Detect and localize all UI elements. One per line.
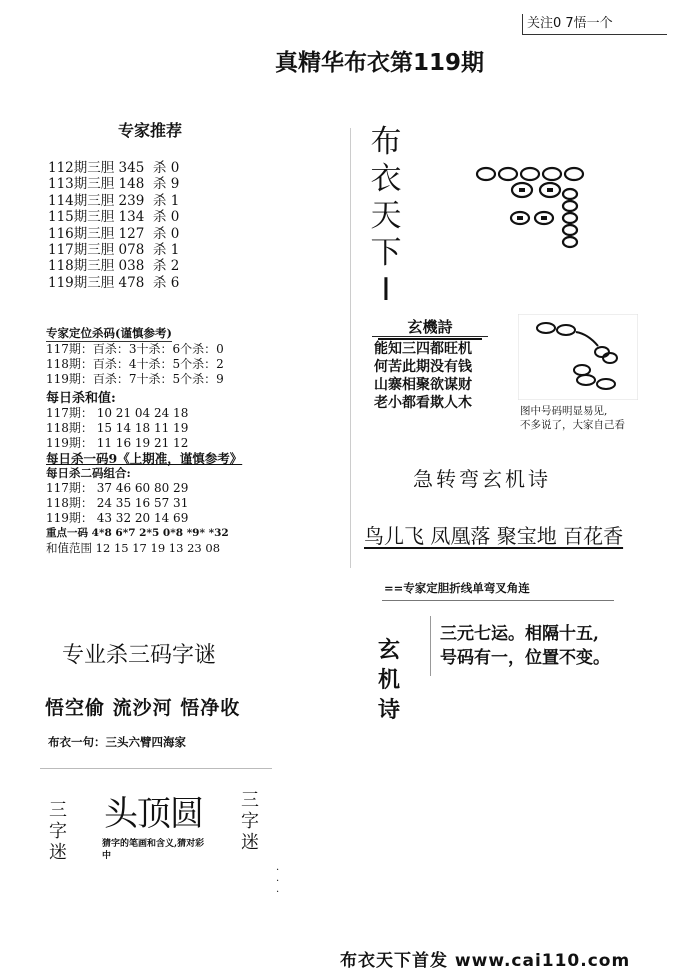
poem-line: 老小都看欺人木 [374, 395, 472, 411]
list-item: 119期三胆 478 杀 6 [48, 274, 180, 291]
list-item: 115期三胆 134 杀 0 [48, 209, 180, 226]
vertical-char: 玄 [377, 638, 400, 663]
pro-kill-heading: 专业杀三码字谜 [62, 643, 217, 668]
divider [430, 616, 431, 676]
poem-line: 山寨相聚欲谋财 [374, 377, 472, 393]
coin-picture-1 [470, 160, 600, 260]
list-item: 118期： 15 14 18 11 19 [46, 421, 189, 435]
expert-recommend-heading: 专家推荐 [118, 121, 183, 140]
note-line: 图中号码明显易见, [520, 405, 608, 417]
buyi-tianxia-vertical [368, 124, 404, 309]
list-item: 119期：百杀：7十杀：5个杀：9 [46, 372, 224, 386]
poem-line: 何苦此期没有钱 [374, 359, 472, 375]
list-item: 118期：百杀：4十杀：5个杀：2 [46, 357, 224, 371]
vertical-char: 三 [49, 800, 67, 821]
list-item: 117期：百杀：3十杀：6个杀：0 [46, 342, 224, 356]
riddle-three: 悟空偷 流沙河 悟净收 [45, 697, 241, 719]
coin-picture-2 [518, 314, 638, 400]
vertical-char: 下 [370, 235, 402, 271]
vertical-char: 诗 [377, 698, 400, 723]
xuanji-poem-heading: 玄機詩 [378, 316, 482, 340]
sum-range: 和值范围 12 15 17 19 13 23 08 [46, 541, 221, 555]
vertical-char: 迷 [49, 842, 67, 863]
decorative-dots: . . . [276, 862, 286, 895]
list-item: 113期三胆 148 杀 9 [48, 176, 180, 193]
list-item: 119期： 43 32 20 14 69 [46, 511, 189, 525]
expert-recommend-list [48, 160, 179, 291]
xuanji-vertical [376, 636, 402, 726]
vertical-char: 衣 [370, 161, 402, 197]
daily-sum-kill-heading: 每日杀和值: [46, 391, 116, 406]
vertical-char: 字 [241, 811, 259, 832]
vertical-char: 布 [370, 124, 402, 160]
list-item: 118期： 24 35 16 57 31 [46, 496, 189, 510]
text-line: 号码有一，位置不变。 [440, 648, 610, 668]
daily-kill-two-heading: 每日杀二码组合: [46, 466, 131, 480]
list-item: 117期三胆 078 杀 1 [48, 242, 180, 259]
picture-note [520, 404, 625, 432]
xuanji-text [440, 622, 610, 670]
list-item: 117期： 10 21 04 24 18 [46, 406, 189, 420]
buyi-sentence: 布衣一句：三头六臂四海家 [48, 735, 186, 749]
list-item: 119期： 11 16 19 21 12 [46, 436, 189, 450]
urgent-poem-heading: 急转弯玄机诗 [413, 467, 551, 491]
xuanji-poem [374, 340, 472, 412]
riddle-left-vertical [48, 800, 68, 863]
top-note: 关注0 7悟一个 [522, 14, 667, 35]
vertical-char: 字 [49, 821, 67, 842]
poem-line: 能知三四都旺机 [374, 341, 472, 357]
vertical-char: 迷 [241, 832, 259, 853]
key-code: 重点一码 4*8 6*7 2*5 0*8 *9* *32 [46, 527, 229, 539]
daily-kill-one: 每日杀一码9《上期准，谨慎参考》 [46, 451, 243, 466]
vertical-char: I [381, 272, 391, 308]
column-divider [350, 128, 351, 568]
bird-line: 鸟儿飞 凤凰落 聚宝地 百花香 [364, 524, 624, 548]
text-line: 三元七运。相隔十五, [440, 624, 599, 644]
list-item: 112期三胆 345 杀 0 [48, 160, 180, 176]
riddle-right-vertical [240, 790, 260, 853]
footer-site: 布衣天下首发 www.cai110.com [340, 951, 631, 971]
divider [382, 600, 614, 601]
vertical-char: 天 [370, 198, 402, 234]
list-item: 118期三胆 038 杀 2 [48, 258, 180, 275]
list-item: 114期三胆 239 杀 1 [48, 192, 180, 209]
expert-line: ==专家定胆折线单弯叉角连 [384, 581, 530, 595]
vertical-char: 三 [241, 790, 259, 811]
riddle-small-note: 猜字的笔画和含义,猜对彩中 [102, 839, 205, 861]
note-line: 不多说了，大家自己看 [520, 419, 625, 431]
divider [40, 768, 272, 769]
page-title: 真精华布衣第119期 [275, 50, 485, 76]
list-item: 117期： 37 46 60 80 29 [46, 481, 189, 495]
position-kill-heading: 专家定位杀码(谨慎参考) [46, 326, 172, 340]
riddle-box [40, 768, 286, 895]
list-item: 116期三胆 127 杀 0 [48, 225, 180, 242]
riddle-big-text: 头顶圆 [104, 794, 203, 834]
statistics-block [46, 326, 286, 556]
vertical-char: 机 [377, 668, 400, 693]
